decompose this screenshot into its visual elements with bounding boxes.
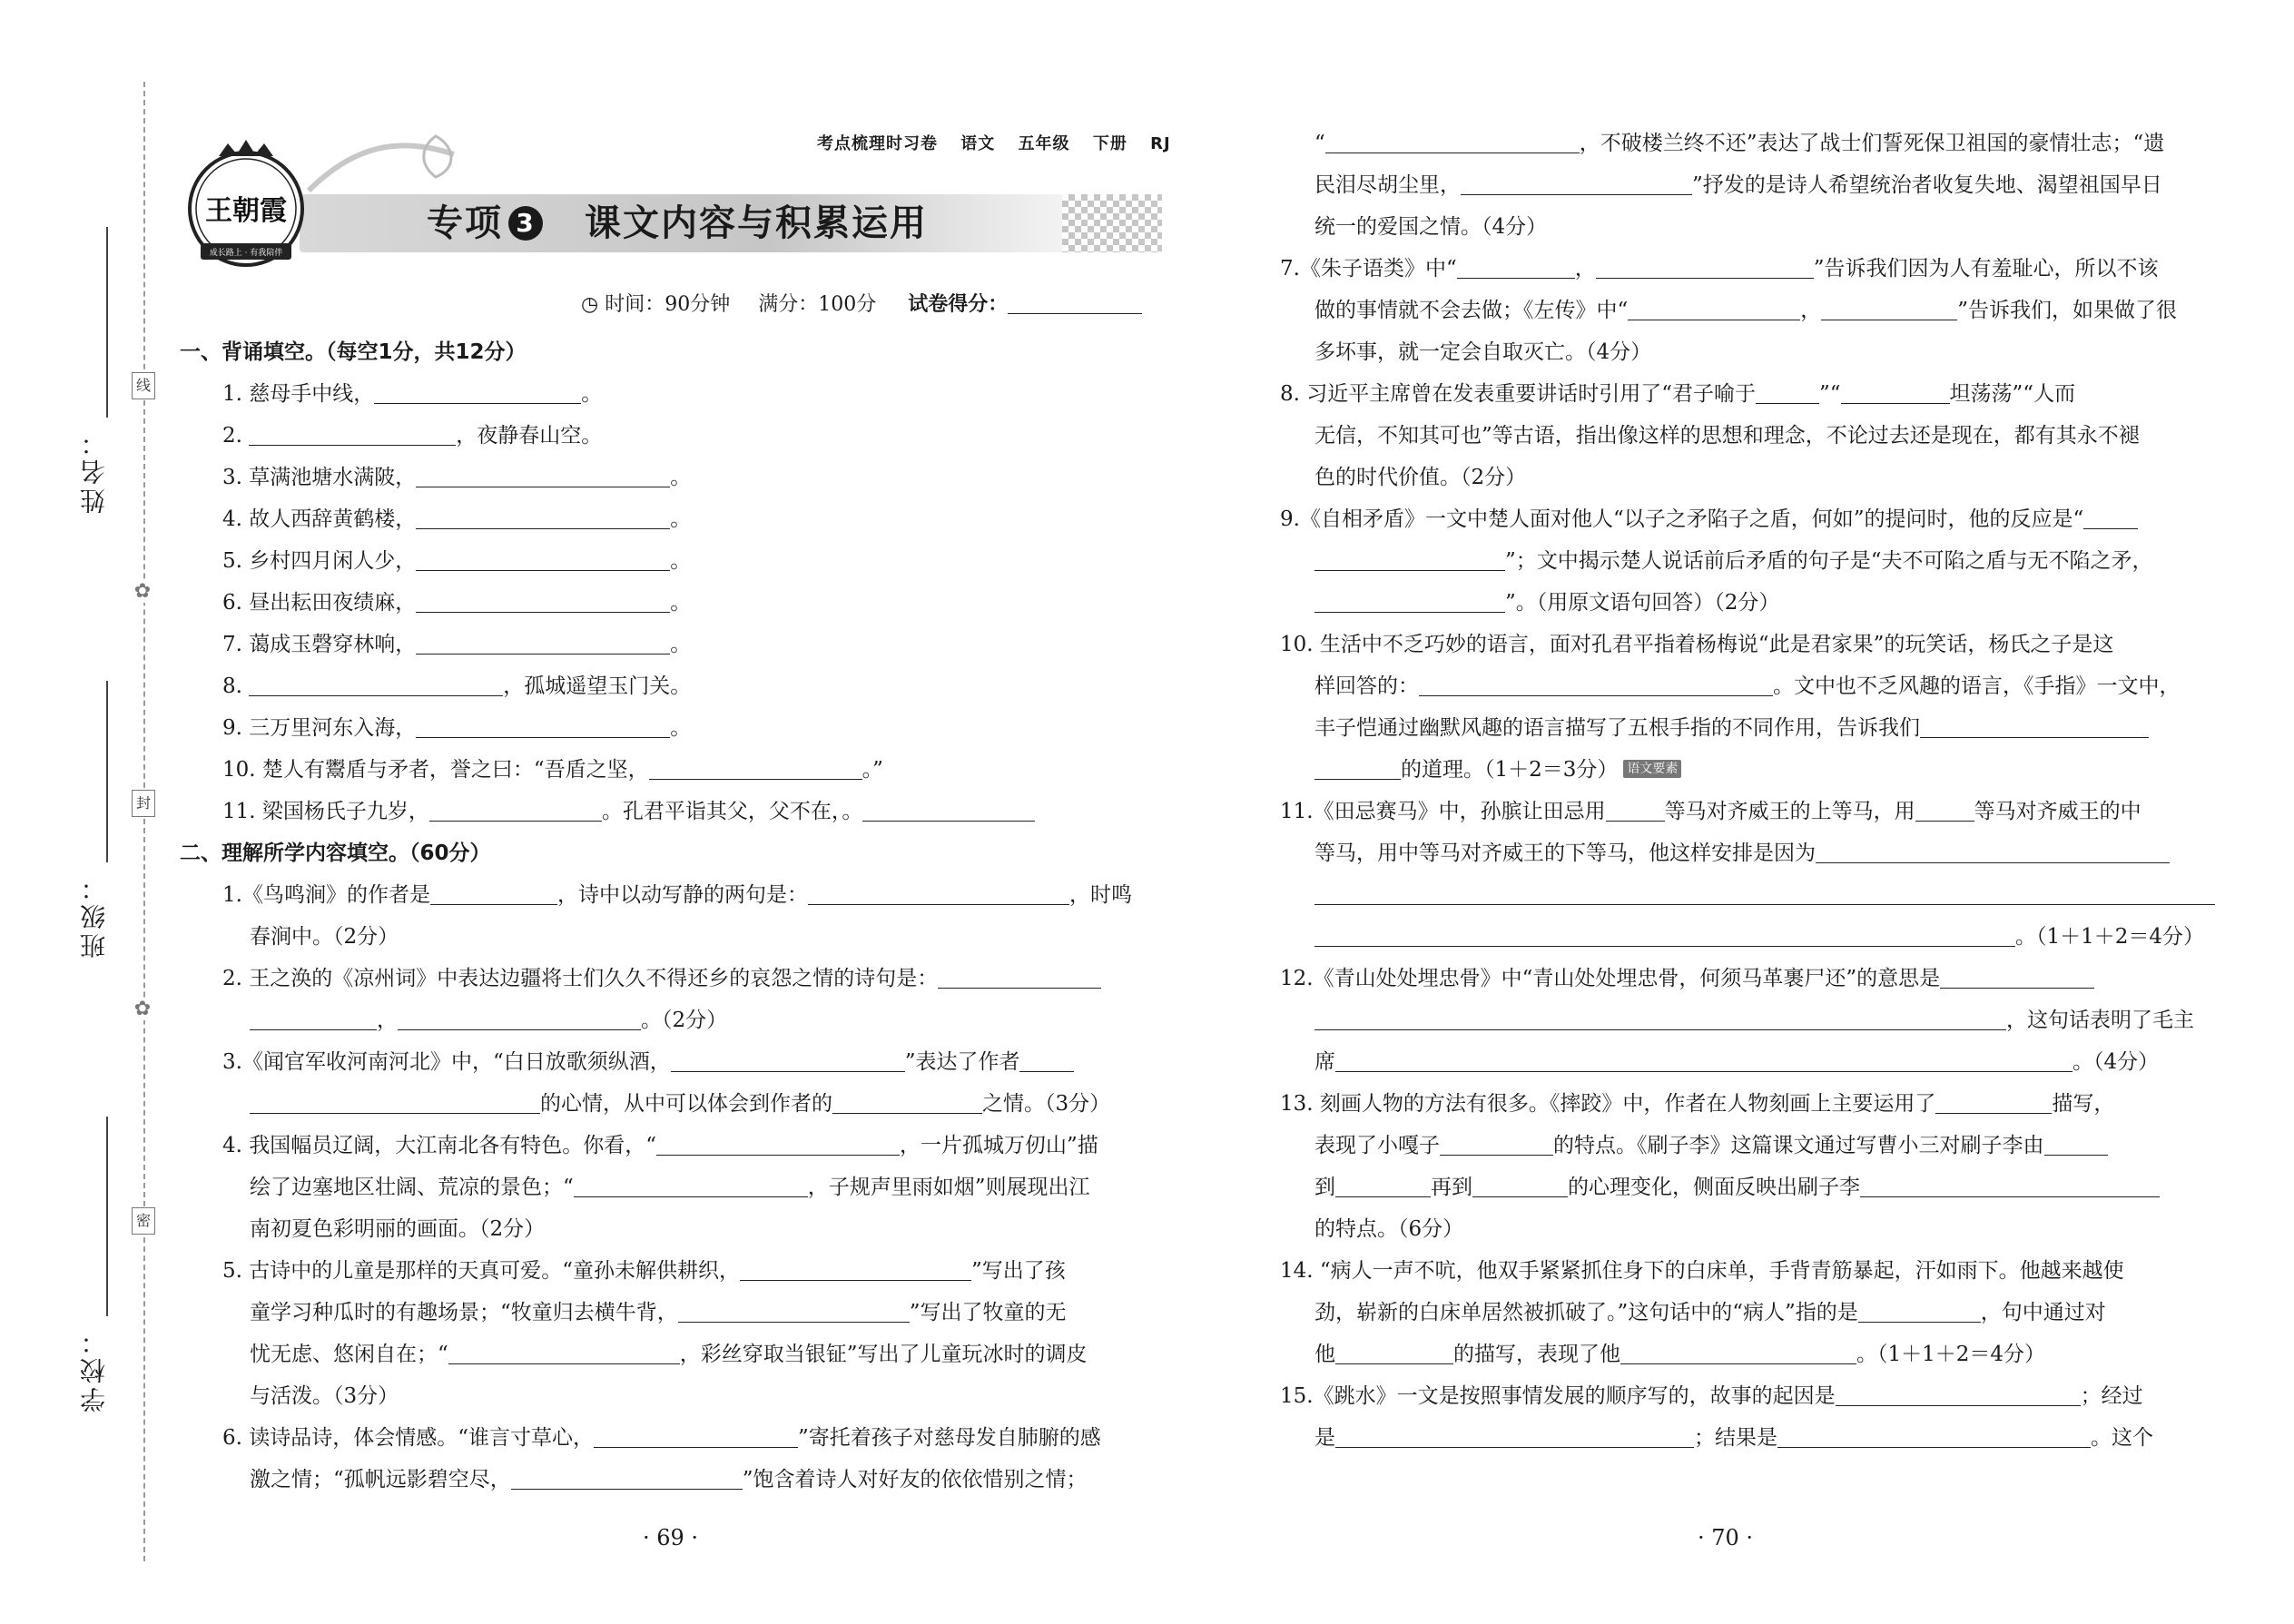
question-line: 激之情；“孤帆远影碧空尽， ”饱含着诗人对好友的依依惜别之情； xyxy=(250,1468,1088,1491)
question-line: 11.《田忌赛马》中，孙膑让田忌用 等马对齐威王的上等马，用 等马对齐威王的中 xyxy=(1280,800,2141,823)
answer-blank[interactable] xyxy=(448,1342,680,1364)
question-line: 2. ，夜静春山空。 xyxy=(222,424,603,448)
score-label: 试卷得分： xyxy=(908,293,1009,316)
question-line: 4. 故人西辞黄鹤楼， 。 xyxy=(222,507,692,531)
answer-blank[interactable] xyxy=(2083,507,2138,529)
answer-blank[interactable] xyxy=(416,507,670,529)
clock-icon: ◷ xyxy=(581,293,599,316)
answer-blank[interactable] xyxy=(649,757,862,780)
answer-blank[interactable] xyxy=(1325,131,1580,153)
answer-blank[interactable] xyxy=(1777,1425,2091,1448)
answer-blank[interactable] xyxy=(594,1425,798,1448)
answer-blank[interactable] xyxy=(1335,1342,1453,1364)
subject: 语文 xyxy=(960,134,996,153)
answer-blank[interactable] xyxy=(1314,882,2215,905)
edition: RJ xyxy=(1150,134,1171,153)
question-line: 劲，崭新的白床单居然被抓破了。”这句话中的“病人”指的是 ，句中通过对 xyxy=(1314,1301,2106,1324)
score-field[interactable] xyxy=(1008,292,1142,314)
answer-blank[interactable] xyxy=(938,966,1101,989)
answer-blank[interactable] xyxy=(416,548,670,571)
logo-text: 王朝霞 xyxy=(205,195,287,227)
seal-line-mark: 线 xyxy=(132,372,155,399)
question-line: 色的时代价值。（2分） xyxy=(1314,466,1527,489)
question-line: 12.《青山处处埋忠骨》中“青山处处埋忠骨，何须马革裹尸还”的意思是 xyxy=(1280,964,2094,993)
answer-blank[interactable] xyxy=(832,1091,982,1114)
answer-blank[interactable] xyxy=(1335,1175,1431,1197)
answer-blank[interactable] xyxy=(1920,715,2149,738)
question-line: 春涧中。（2分） xyxy=(250,925,399,949)
answer-blank[interactable] xyxy=(1314,1008,2006,1030)
question-line: 14. “病人一声不吭，他双手紧紧抓住身下的白床单，手背青筋暴起，汗如雨下。他越来越使 xyxy=(1280,1259,2124,1283)
question-line: 统一的爱国之情。（4分） xyxy=(1314,215,1548,239)
answer-blank[interactable] xyxy=(1335,1425,1694,1448)
element-tag: 语文要素 xyxy=(1623,760,1681,778)
question-line: 童学习种瓜时的有趣场景；“牧童归去横牛背， ”写出了牧童的无 xyxy=(250,1301,1067,1324)
question-line: 1. 慈母手中线， 。 xyxy=(222,382,603,406)
ribbon-decoration xyxy=(300,127,463,200)
full-score: 满分：100分 xyxy=(758,293,877,316)
flower-ornament-icon: ✿ xyxy=(132,581,153,603)
answer-blank[interactable] xyxy=(1836,1383,2081,1406)
question-line: 忧无虑、悠闲自在；“ ，彩丝穿取当银钲”写出了儿童玩冰时的调皮 xyxy=(250,1343,1088,1366)
question-line: 样回答的： 。文中也不乏风趣的语言，《手指》一文中， xyxy=(1314,674,2181,698)
question-line: 丰子恺通过幽默风趣的语言描写了五根手指的不同作用，告诉我们 xyxy=(1314,714,2149,743)
question-line: 。（1＋1＋2＝4分） xyxy=(1314,922,2204,951)
question-line: 表现了小嘎子 的特点。《刷子李》这篇课文通过写曹小三对刷子李由 xyxy=(1314,1131,2108,1160)
question-line: 3. 草满池塘水满陂， 。 xyxy=(222,466,692,489)
question-line: 7.《朱子语类》中“ ， ”告诉我们因为人有羞耻心，所以不该 xyxy=(1280,257,2159,281)
answer-blank[interactable] xyxy=(398,1008,641,1030)
seal-seal-mark: 封 xyxy=(132,790,155,817)
question-line: 6. 读诗品诗，体会情感。“谁言寸草心， ”寄托着孩子对慈母发自肺腑的感 xyxy=(222,1426,1101,1450)
question-line: 是 ；结果是 。这个 xyxy=(1314,1426,2153,1450)
name-field[interactable] xyxy=(106,227,108,418)
question-line: 15.《跳水》一文是按照事情发展的顺序写的，故事的起因是 ；经过 xyxy=(1280,1384,2143,1408)
volume: 下册 xyxy=(1092,134,1127,153)
question-line: ”。（用原文语句回答）（2分） xyxy=(1314,588,1779,617)
question-line: 11. 梁国杨氏子九岁， 。孔君平诣其父，父不在，。 xyxy=(222,797,1035,826)
question-line: 席 。（4分） xyxy=(1314,1050,2160,1074)
class-field[interactable] xyxy=(106,681,108,862)
answer-blank[interactable] xyxy=(808,882,1069,905)
answer-blank[interactable] xyxy=(250,1008,377,1030)
question-line: 13. 刻画人物的方法有很多。《摔跤》中，作者在人物刻画上主要运用了 描写， xyxy=(1280,1092,2115,1116)
question-line: 5. 古诗中的儿童是那样的天真可爱。“童孙未解供耕织， ”写出了孩 xyxy=(222,1259,1066,1283)
answer-blank[interactable] xyxy=(574,1175,808,1197)
question-line: 的心情，从中可以体会到作者的 之情。（3分） xyxy=(250,1089,1110,1118)
logo-motto: 成长路上 · 有我陪伴 xyxy=(209,249,283,258)
exam-meta xyxy=(581,289,1142,317)
question-line: 1.《鸟鸣涧》的作者是 ，诗中以动写静的两句是： ，时鸣 xyxy=(222,883,1132,907)
answer-blank[interactable] xyxy=(374,381,581,404)
question-line: 与活泼。（3分） xyxy=(250,1384,399,1408)
question-line: 做的事情就不会去做；《左传》中“ ， ”告诉我们，如果做了很 xyxy=(1314,299,2178,322)
question-line: 6. 昼出耘田夜绩麻， 。 xyxy=(222,591,692,615)
answer-blank[interactable] xyxy=(511,1467,743,1490)
answer-blank[interactable] xyxy=(416,632,670,655)
question-line: ，这句话表明了毛主 xyxy=(1314,1006,2194,1035)
question-line: 4. 我国幅员辽阔，大江南北各有特色。你看，“ ，一片孤城万仞山”描 xyxy=(222,1134,1098,1157)
answer-blank[interactable] xyxy=(1935,1091,2052,1114)
question-line: ， 。（2分） xyxy=(250,1006,727,1035)
answer-blank[interactable] xyxy=(1440,1133,1553,1156)
question-line: 他 的描写，表现了他 。（1＋1＋2＝4分） xyxy=(1314,1343,2046,1366)
question-line: 9. 三万里河东入海， 。 xyxy=(222,716,692,740)
question-line xyxy=(1314,881,2215,910)
page-number-left: · 69 · xyxy=(643,1525,699,1550)
section-heading: 二、理解所学内容填空。（60分） xyxy=(180,842,491,865)
grade: 五年级 xyxy=(1018,134,1070,153)
question-line: 10. 楚人有鬻盾与矛者，誉之曰：“吾盾之坚， 。” xyxy=(222,758,883,782)
question-line: 10. 生活中不乏巧妙的语言，面对孔君平指着杨梅说“此是君家果”的玩笑话，杨氏之子是这 xyxy=(1280,633,2114,656)
class-label: 班级： xyxy=(79,871,109,959)
answer-blank[interactable] xyxy=(740,1258,971,1281)
answer-blank[interactable] xyxy=(1596,256,1814,279)
seal-secret-mark: 密 xyxy=(132,1207,155,1235)
question-line: 7. 蔼成玉磬穿林响， 。 xyxy=(222,633,692,656)
flower-ornament-icon: ✿ xyxy=(132,999,153,1020)
question-line: 无信，不知其可也”等古语，指出像这样的思想和理念，不论过去还是现在，都有其永不褪 xyxy=(1314,424,2140,448)
answer-blank[interactable] xyxy=(1858,1300,1981,1323)
answer-blank[interactable] xyxy=(1314,757,1401,780)
answer-blank[interactable] xyxy=(416,590,670,613)
answer-blank[interactable] xyxy=(1940,966,2094,989)
answer-blank[interactable] xyxy=(1620,1342,1856,1364)
brand-logo xyxy=(178,136,314,272)
question-line: “ ，不破楼兰终不还”表达了战士们誓死保卫祖国的豪情壮志；“遗 xyxy=(1314,132,2165,155)
section-heading: 一、背诵填空。（每空1分，共12分） xyxy=(180,340,527,364)
answer-blank[interactable] xyxy=(1606,799,1665,822)
question-line: 5. 乡村四月闲人少， 。 xyxy=(222,549,692,573)
answer-blank[interactable] xyxy=(1756,381,1819,404)
page-title xyxy=(427,194,928,252)
answer-blank[interactable] xyxy=(1314,548,1505,571)
answer-blank[interactable] xyxy=(1335,1049,2072,1072)
banner-pattern xyxy=(1062,194,1162,252)
question-line: 3.《闻官军收河南河北》中，“白日放歌须纵酒， ”表达了作者 xyxy=(222,1048,1074,1077)
answer-blank[interactable] xyxy=(678,1300,910,1323)
answer-blank[interactable] xyxy=(1457,256,1575,279)
title-number: 3 xyxy=(508,206,543,241)
school-field[interactable] xyxy=(106,1117,108,1316)
answer-blank[interactable] xyxy=(416,715,670,738)
answer-blank[interactable] xyxy=(1419,674,1773,696)
question-line: ”；文中揭示楚人说话前后矛盾的句子是“夫不可陷之盾与无不陷之矛， xyxy=(1314,546,2153,576)
title-main: 课文内容与积累运用 xyxy=(585,202,928,244)
answer-blank[interactable] xyxy=(249,423,456,446)
answer-blank[interactable] xyxy=(1019,1049,1074,1072)
answer-blank[interactable] xyxy=(1841,381,1950,404)
question-line: 南初夏色彩明丽的画面。（2分） xyxy=(250,1217,546,1241)
answer-blank[interactable] xyxy=(862,799,1035,822)
question-line: 2. 王之涣的《凉州词》中表达边疆将士们久久不得还乡的哀怨之情的诗句是： xyxy=(222,964,1101,993)
name-label: 姓名： xyxy=(79,427,109,514)
answer-blank[interactable] xyxy=(1472,1175,1568,1197)
answer-blank[interactable] xyxy=(1314,924,2015,947)
answer-blank[interactable] xyxy=(1860,1175,2160,1197)
question-line: 9.《自相矛盾》一文中楚人面对他人“以子之矛陷子之盾，何如”的提问时，他的反应是“ xyxy=(1280,505,2138,534)
answer-blank[interactable] xyxy=(671,1049,905,1072)
series-info xyxy=(817,131,1171,154)
question-line: 的特点。（6分） xyxy=(1314,1217,1464,1241)
answer-blank[interactable] xyxy=(1461,172,1692,195)
answer-blank[interactable] xyxy=(1821,298,1957,320)
answer-blank[interactable] xyxy=(430,882,557,905)
answer-blank[interactable] xyxy=(656,1133,900,1156)
answer-blank[interactable] xyxy=(416,465,670,487)
question-line: 的道理。（1＋2＝3分） 语文要素 xyxy=(1314,755,1681,784)
question-line: 绘了边塞地区壮阔、荒凉的景色；“ ，子规声里雨如烟”则展现出江 xyxy=(250,1176,1090,1199)
answer-blank[interactable] xyxy=(1915,799,1974,822)
title-prefix: 专项 xyxy=(427,202,503,244)
answer-blank[interactable] xyxy=(250,1091,540,1114)
question-line: 多坏事，就一定会自取灭亡。（4分） xyxy=(1314,340,1652,364)
time-limit: 时间：90分钟 xyxy=(605,293,731,316)
question-line: 到 再到 的心理变化，侧面反映出刷子李 xyxy=(1314,1173,2160,1202)
answer-blank[interactable] xyxy=(249,674,503,696)
question-line: 等马，用中等马对齐威王的下等马，他这样安排是因为 xyxy=(1314,839,2170,868)
binding-dashed-line xyxy=(143,82,145,1561)
answer-blank[interactable] xyxy=(429,799,602,822)
answer-blank[interactable] xyxy=(2044,1133,2108,1156)
question-line: 8. 习近平主席曾在发表重要讲话时引用了“君子喻于 ”“ 坦荡荡”“人而 xyxy=(1280,382,2076,406)
answer-blank[interactable] xyxy=(1314,590,1505,613)
page-number-right: · 70 · xyxy=(1698,1525,1754,1550)
question-line: 8. ，孤城遥望玉门关。 xyxy=(222,674,692,698)
question-line: 民泪尽胡尘里， ”抒发的是诗人希望统治者收复失地、渴望祖国早日 xyxy=(1314,173,2162,197)
answer-blank[interactable] xyxy=(1628,298,1800,320)
school-label: 学校： xyxy=(79,1325,109,1412)
series-name: 考点梳理时习卷 xyxy=(817,134,938,153)
answer-blank[interactable] xyxy=(1816,841,2170,863)
